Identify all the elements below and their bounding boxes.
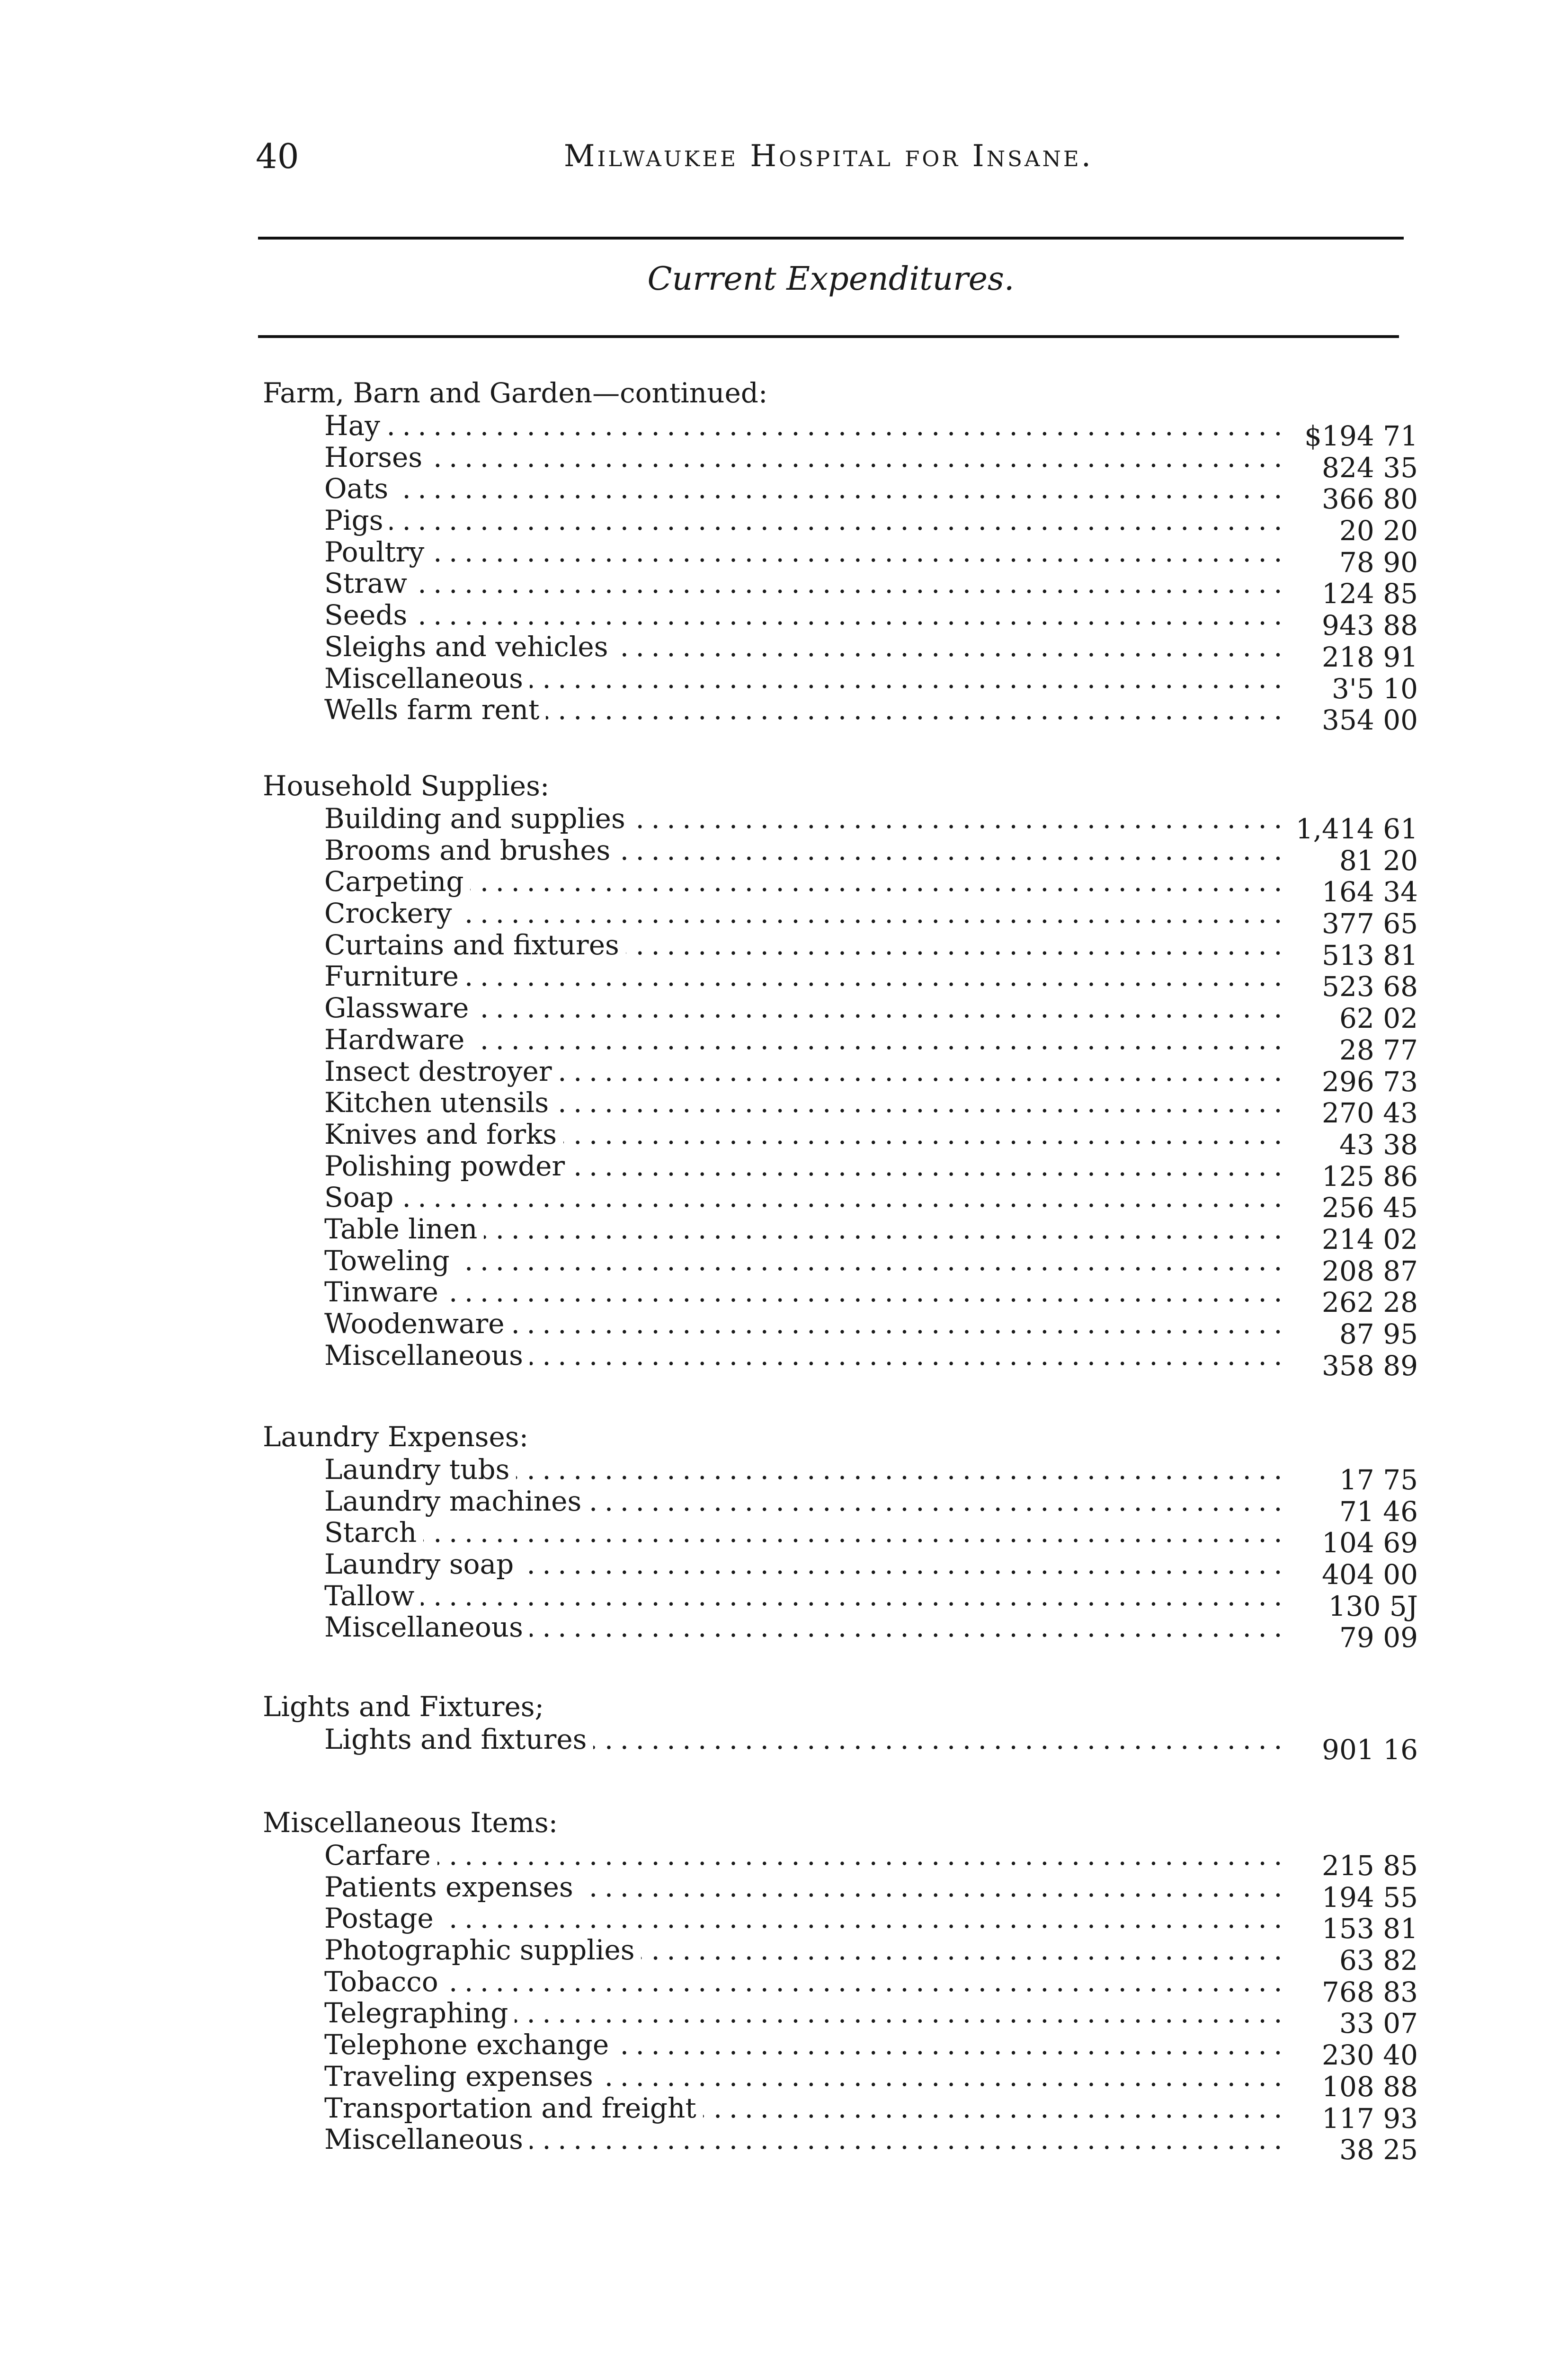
item-label: Traveling expenses — [324, 2061, 600, 2092]
item-label: Polishing powder — [324, 1150, 571, 1182]
item-amount: 71 46 — [1339, 1495, 1418, 1528]
item-amount: 377 65 — [1322, 908, 1418, 940]
item-amount: 208 87 — [1322, 1255, 1418, 1287]
item-amount: 218 91 — [1322, 641, 1418, 673]
item-amount: 354 00 — [1322, 704, 1418, 737]
item-label: Wells farm rent — [324, 694, 546, 725]
list-item — [263, 803, 1418, 845]
item-label: Insect destroyer — [324, 1056, 559, 1087]
list-item — [263, 1580, 1418, 1622]
item-label: Glassware — [324, 992, 475, 1023]
item-amount: 194 55 — [1322, 1881, 1418, 1913]
list-item — [263, 631, 1418, 673]
item-amount: 262 28 — [1322, 1286, 1418, 1319]
item-amount: 62 02 — [1339, 1002, 1418, 1035]
item-label: Lights and fixtures — [324, 1724, 593, 1755]
item-label: Laundry tubs — [324, 1454, 516, 1485]
item-amount: 358 89 — [1322, 1349, 1418, 1382]
item-label: Pigs — [324, 505, 390, 536]
item-label: Hay — [324, 410, 387, 441]
page-header — [256, 135, 1401, 178]
list-item — [263, 1934, 1418, 1977]
item-amount: 38 25 — [1339, 2134, 1418, 2166]
item-label: Miscellaneous — [324, 1340, 530, 1371]
item-amount: 366 80 — [1322, 483, 1418, 516]
list-item — [263, 1118, 1418, 1161]
section-household-supplies — [263, 770, 1418, 1382]
item-label: Horses — [324, 442, 429, 473]
list-item — [263, 410, 1418, 452]
item-amount: 108 88 — [1322, 2070, 1418, 2103]
running-title: Milwaukee Hospital for Insane. — [563, 139, 1094, 174]
section-laundry-expenses — [263, 1421, 1418, 1654]
item-amount: 124 85 — [1322, 578, 1418, 610]
list-item — [263, 568, 1418, 610]
item-label: Carpeting — [324, 866, 470, 897]
item-amount: 28 77 — [1339, 1033, 1418, 1066]
list-item — [263, 1023, 1418, 1066]
page-number: 40 — [256, 136, 299, 176]
item-label: Transportation and freight — [324, 2092, 703, 2124]
item-label: Starch — [324, 1517, 423, 1548]
item-label: Telegraphing — [324, 1997, 515, 2029]
item-amount: 87 95 — [1339, 1318, 1418, 1350]
item-label: Hardware — [324, 1024, 471, 1055]
item-amount: 20 20 — [1339, 515, 1418, 547]
item-amount: 824 35 — [1322, 451, 1418, 484]
item-label: Brooms and brushes — [324, 835, 617, 866]
section-lights-fixtures — [263, 1691, 1418, 1766]
item-label: Building and supplies — [324, 803, 632, 834]
item-label: Woodenware — [324, 1308, 511, 1339]
item-label: Laundry machines — [324, 1486, 588, 1517]
item-label: Knives and forks — [324, 1119, 563, 1150]
item-label: Table linen — [324, 1213, 484, 1245]
item-amount: 296 73 — [1322, 1065, 1418, 1098]
list-item — [263, 1454, 1418, 1496]
section-heading: Laundry Expenses: — [263, 1421, 529, 1453]
item-amount: 230 40 — [1322, 2039, 1418, 2072]
item-label: Soap — [324, 1182, 400, 1213]
item-amount: 3'5 10 — [1332, 672, 1418, 705]
item-label: Postage — [324, 1903, 440, 1934]
item-amount: 63 82 — [1339, 1944, 1418, 1977]
item-label: Sleighs and vehicles — [324, 631, 615, 662]
item-amount: 523 68 — [1322, 970, 1418, 1003]
item-amount: 130 5J — [1328, 1590, 1418, 1622]
item-amount: 43 38 — [1339, 1128, 1418, 1161]
item-amount: $194 71 — [1304, 420, 1418, 452]
item-amount: 943 88 — [1322, 609, 1418, 642]
top-rule — [258, 237, 1404, 240]
item-label: Straw — [324, 568, 414, 599]
item-amount: 33 07 — [1339, 2007, 1418, 2040]
item-amount: 901 16 — [1322, 1734, 1418, 1766]
item-amount: 81 20 — [1339, 844, 1418, 877]
item-amount: 1,414 61 — [1295, 813, 1418, 845]
list-item — [263, 599, 1418, 642]
list-item — [263, 1055, 1418, 1098]
list-item — [263, 441, 1418, 484]
item-label: Patients expenses — [324, 1871, 580, 1903]
list-item — [263, 1308, 1418, 1350]
bottom-rule — [258, 335, 1399, 338]
list-item — [263, 473, 1418, 516]
item-label: Miscellaneous — [324, 663, 530, 694]
list-item — [263, 1611, 1418, 1654]
list-item — [263, 2029, 1418, 2072]
list-item — [263, 505, 1418, 547]
item-label: Carfare — [324, 1840, 437, 1871]
section-heading: Lights and Fixtures; — [263, 1691, 544, 1723]
list-item — [263, 1213, 1418, 1255]
list-item — [263, 1276, 1418, 1319]
list-item — [263, 1150, 1418, 1192]
list-item — [263, 961, 1418, 1003]
section-title: Current Expenditures. — [647, 260, 1015, 298]
item-label: Curtains and fixtures — [324, 929, 626, 961]
list-item — [263, 2060, 1418, 2103]
list-item — [263, 694, 1418, 737]
item-label: Toweling — [324, 1245, 456, 1276]
section-farm-barn-garden — [263, 377, 1418, 737]
list-item — [263, 1517, 1418, 1559]
item-amount: 104 69 — [1322, 1527, 1418, 1559]
list-item — [263, 1903, 1418, 1945]
item-label: Telephone exchange — [324, 2029, 615, 2060]
list-item — [263, 662, 1418, 705]
item-amount: 513 81 — [1322, 939, 1418, 971]
item-amount: 153 81 — [1322, 1913, 1418, 1945]
list-item — [263, 2092, 1418, 2135]
item-label: Photographic supplies — [324, 1934, 641, 1966]
list-item — [263, 992, 1418, 1035]
section-miscellaneous-items — [263, 1806, 1418, 2166]
item-label: Poultry — [324, 536, 431, 568]
section-heading: Farm, Barn and Garden—continued: — [263, 377, 768, 409]
item-label: Seeds — [324, 599, 414, 631]
list-item — [263, 2124, 1418, 2166]
list-item — [263, 898, 1418, 940]
list-item — [263, 866, 1418, 908]
list-item — [263, 1840, 1418, 1882]
item-label: Tinware — [324, 1276, 445, 1308]
list-item — [263, 536, 1418, 578]
item-amount: 215 85 — [1322, 1850, 1418, 1882]
list-item — [263, 1997, 1418, 2040]
list-item — [263, 1182, 1418, 1224]
item-amount: 768 83 — [1322, 1975, 1418, 2008]
list-item — [263, 1485, 1418, 1528]
item-amount: 117 93 — [1322, 2102, 1418, 2135]
list-item — [263, 1087, 1418, 1130]
item-label: Tobacco — [324, 1966, 445, 1997]
list-item — [263, 1339, 1418, 1382]
item-amount: 404 00 — [1322, 1558, 1418, 1591]
list-item — [263, 1871, 1418, 1913]
section-heading: Household Supplies: — [263, 770, 550, 802]
item-label: Miscellaneous — [324, 1611, 530, 1643]
list-item — [263, 1548, 1418, 1591]
section-heading: Miscellaneous Items: — [263, 1806, 558, 1839]
item-amount: 79 09 — [1339, 1621, 1418, 1654]
item-label: Crockery — [324, 898, 458, 929]
item-amount: 164 34 — [1322, 876, 1418, 908]
item-amount: 17 75 — [1339, 1464, 1418, 1496]
list-item — [263, 929, 1418, 971]
item-amount: 78 90 — [1339, 546, 1418, 578]
item-amount: 256 45 — [1322, 1192, 1418, 1224]
item-label: Tallow — [324, 1580, 421, 1611]
item-label: Furniture — [324, 961, 465, 992]
list-item — [263, 1245, 1418, 1287]
item-amount: 125 86 — [1322, 1160, 1418, 1192]
list-item — [263, 1724, 1418, 1766]
list-item — [263, 834, 1418, 877]
item-label: Miscellaneous — [324, 2124, 530, 2155]
item-amount: 270 43 — [1322, 1097, 1418, 1130]
item-label: Kitchen utensils — [324, 1087, 555, 1118]
item-label: Laundry soap — [324, 1548, 520, 1580]
item-label: Oats — [324, 473, 395, 504]
list-item — [263, 1966, 1418, 2008]
item-amount: 214 02 — [1322, 1223, 1418, 1255]
